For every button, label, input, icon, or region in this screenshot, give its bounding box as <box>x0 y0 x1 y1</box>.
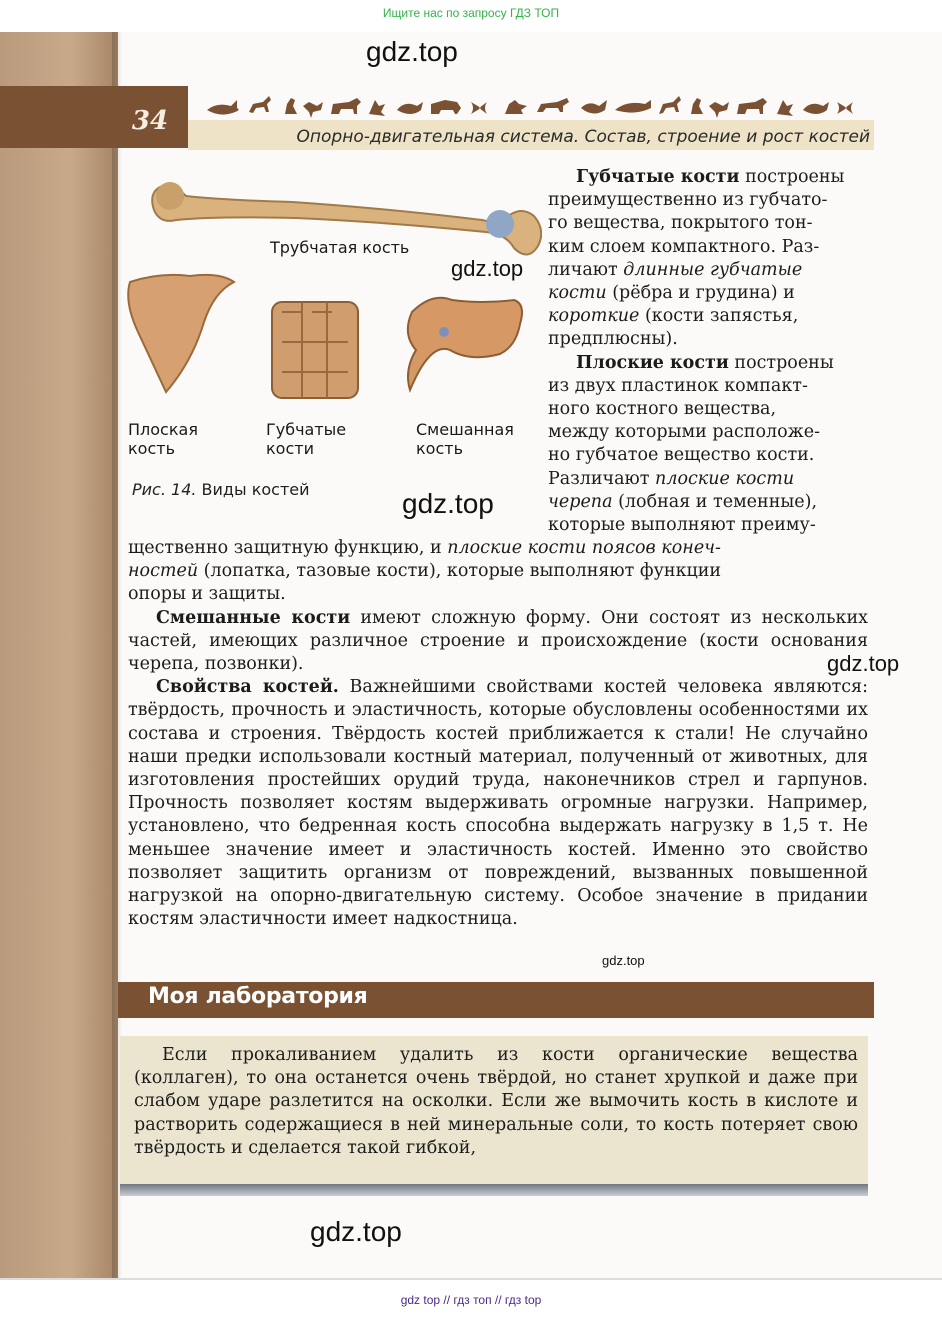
spongy-paragraph: Губчатые кости построены преимущественно из губчато- го вещества, покрытого тон- ким слоем компактного. Раз- личают длинные губчатые кости (рёбра и грудина) и короткие (кости запястья, предплюсны). Плоские кости построены из двух пластинок компакт- ного костного вещества, между которыми расположе- но губчатое вещество кости. Различают плоские кости черепа (лобная и теменные), которые выполняют преиму- <box>548 167 845 536</box>
mixed-paragraph: Смешанные кости имеют сложную форму. Они состоят из нескольких частей, имеющих различное строение и происхождение (кости основания черепа, позвонки). <box>128 607 868 675</box>
watermark: gdz.top <box>827 651 900 676</box>
bones-figure <box>122 162 542 412</box>
mixed-bone-icon <box>408 298 522 390</box>
watermark: gdz.top <box>451 256 524 281</box>
figure-caption: Рис. 14. Виды костей <box>132 480 310 499</box>
flat-bone-label: Плоская кость <box>128 420 198 458</box>
main-text: щественно защитную функцию, и плоские кости поясов конеч- ностей (лопатка, тазовые кости), которые выполняют функции опоры и защиты. Смешанные кости имеют сложную форму. Они состоят из нескольких частей, имеющих различное строение и происхождение (кости основания черепа, позвонки). Свойства костей. Важнейшими свойствами костей человека являются: твёрдость, прочность и эластичность, которые обусловлены особенностями их состава и строения. Твёрдость костей приближается к стали! Не случайно наши предки использовали костный материал, полученный от животных, для изготовления простейших орудий труда, наконечников стрел и гарпунов. Прочность позволяет костям выдерживать огромные нагрузки. Например, установлено, что бедренная кость способна выдержать нагрузку в 1,5 т. Не меньшее значение имеет и эластичность костей. Именно это свойство позволяет защитить организм от повреждений, вызванных повышенной нагрузкой на опорно-двигательную систему. Особое значение в придании костям эластичности имеет надкостница. <box>128 537 868 931</box>
tubular-bone-label: Трубчатая кость <box>270 238 410 257</box>
watermark: gdz.top <box>402 488 494 519</box>
animal-silhouettes-icon <box>205 94 865 120</box>
lab-box-shadow <box>120 1184 868 1196</box>
watermark: gdz.top <box>310 1216 402 1247</box>
watermark: gdz.top <box>602 953 645 968</box>
watermark: gdz.top <box>366 36 458 67</box>
properties-paragraph: Свойства костей. Важнейшими свойствами костей человека являются: твёрдость, прочность и эластичность, которые обусловлены особенностями их состава и строения. Твёрдость костей приближается к стали! Не случайно наши предки использовали костный материал, полученный от животных, для изготовления простейших орудий труда, наконечников стрел и гарпунов. Прочность позволяет костям выдерживать огромные нагрузки. Например, установлено, что бедренная кость способна выдержать нагрузку в 1,5 т. Не меньшее значение имеет и эластичность костей. Именно это свойство позволяет защитить организм от повреждений, вызванных повышенной нагрузкой на опорно-двигательную систему. Особое значение в придании костям эластичности имеет надкостница. <box>128 677 868 930</box>
lab-text: Если прокаливанием удалить из кости органические вещества (коллаген), то она останется очень твёрдой, но станет хрупкой и даже при слабом ударе разлетится на осколки. Если же вымочить кость в кислоте и растворить содержащиеся в ней минеральные соли, то кость потеряет свою твёрдость и сделается такой гибкой, <box>134 1045 858 1158</box>
spongy-bones-icon <box>272 302 358 398</box>
flat-bone-icon <box>128 275 234 392</box>
mixed-bone-label: Смешанная кость <box>416 420 514 458</box>
chapter-title: Опорно-двигательная система. Состав, строение и рост костей <box>296 127 870 147</box>
lab-title: Моя лаборатория <box>148 984 368 1009</box>
spongy-bones-label: Губчатые кости <box>266 420 347 458</box>
page-number: 34 <box>131 106 169 136</box>
page-spine <box>0 32 118 1278</box>
bottom-links[interactable]: gdz top // гдз топ // гдз top <box>400 1293 542 1307</box>
top-banner[interactable]: Ищите нас по запросу ГДЗ ТОП <box>382 6 560 20</box>
